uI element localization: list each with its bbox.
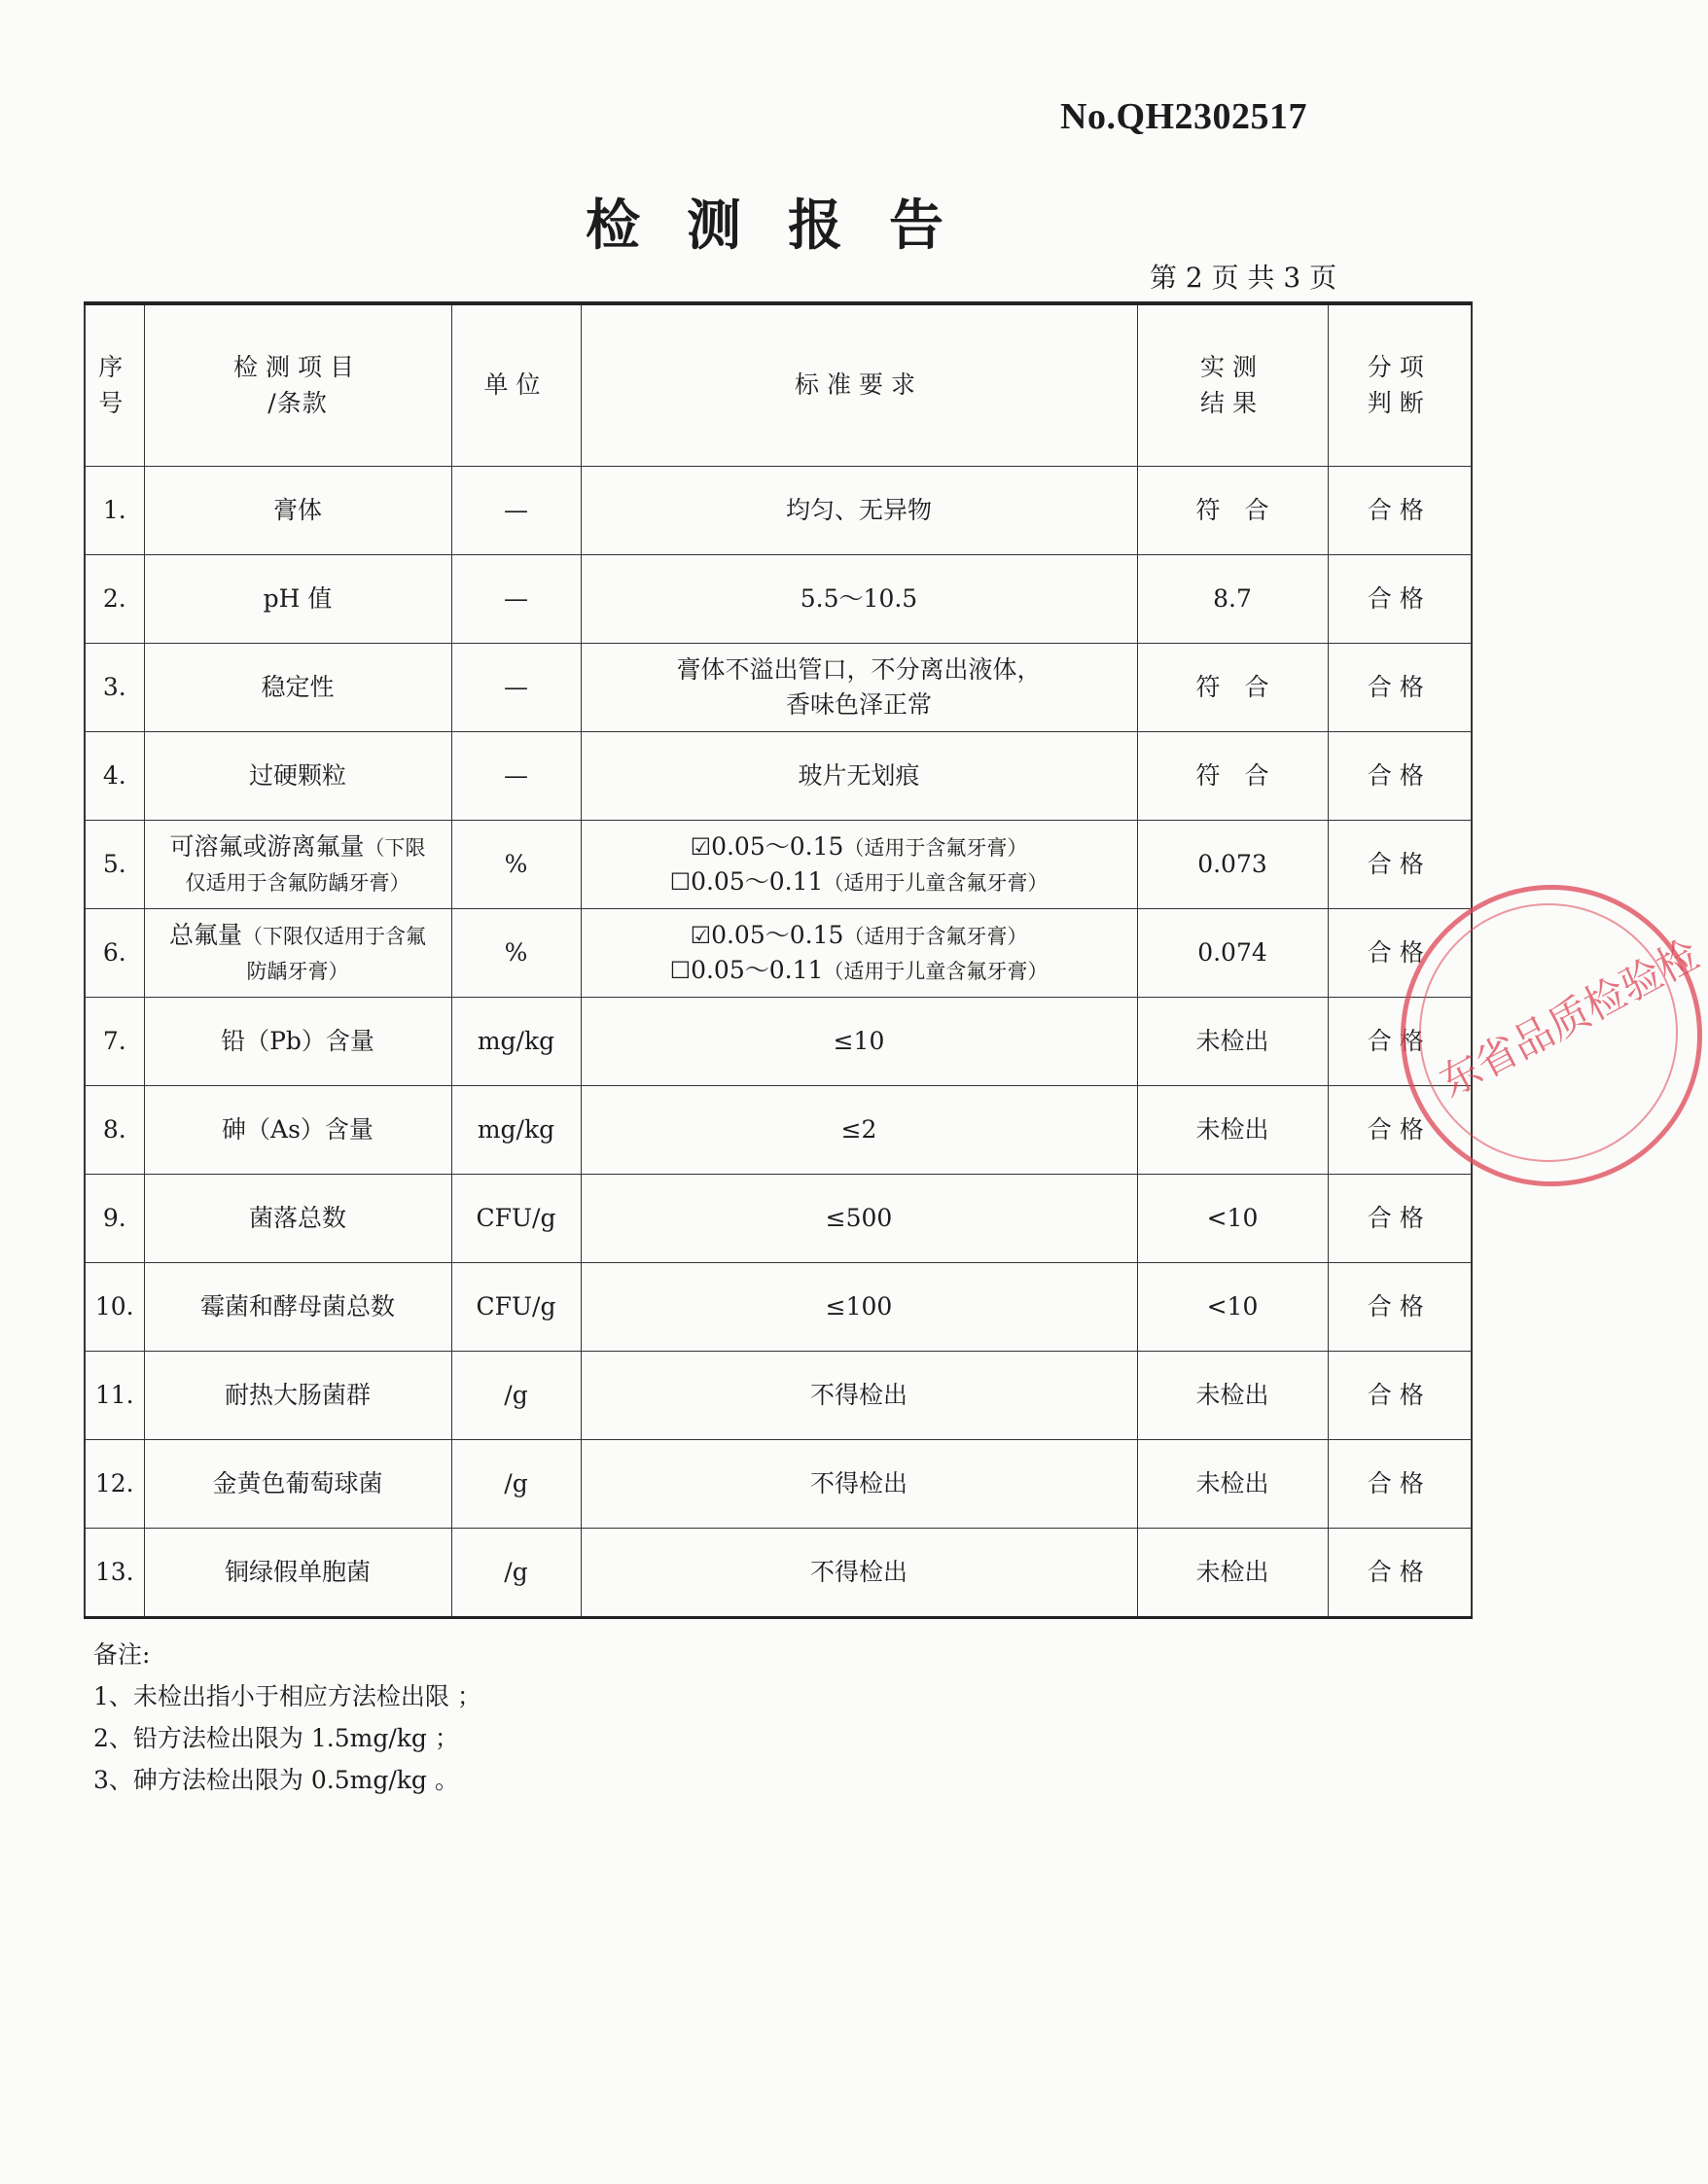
row-standard: 不得检出	[581, 1352, 1137, 1440]
row-no: 11.	[85, 1352, 144, 1440]
report-number: No.QH2302517	[1060, 96, 1308, 137]
official-seal	[1401, 885, 1707, 1186]
page-indicator: 第 2 页 共 3 页	[1150, 262, 1337, 294]
row-standard: ≤2	[581, 1086, 1137, 1175]
remarks-heading: 备注:	[93, 1640, 151, 1669]
row-item: 金黄色葡萄球菌	[144, 1440, 451, 1529]
remark-item: 3、砷方法检出限为 0.5mg/kg 。	[93, 1766, 459, 1794]
row-no: 7.	[85, 998, 144, 1086]
row-verdict: 合格	[1328, 555, 1472, 644]
row-verdict: 合格	[1328, 1175, 1472, 1263]
row-standard: 5.5～10.5	[581, 555, 1137, 644]
row-no: 12.	[85, 1440, 144, 1529]
row-standard: 玻片无划痕	[581, 732, 1137, 821]
header-result: 实测 结果	[1137, 303, 1328, 467]
row-item: 霉菌和酵母菌总数	[144, 1263, 451, 1352]
table-header-row	[85, 303, 1472, 467]
table-row	[85, 1440, 1472, 1529]
row-unit: CFU/g	[451, 1263, 581, 1352]
row-no: 4.	[85, 732, 144, 821]
row-unit: %	[451, 909, 581, 998]
row-no: 2.	[85, 555, 144, 644]
remark-item: 2、铅方法检出限为 1.5mg/kg ；	[93, 1724, 459, 1752]
remarks	[93, 1634, 481, 1801]
row-no: 10.	[85, 1263, 144, 1352]
row-verdict: 合格	[1328, 467, 1472, 555]
row-no: 5.	[85, 821, 144, 909]
row-verdict: 合格	[1328, 732, 1472, 821]
row-item: pH 值	[144, 555, 451, 644]
unchecked-box-icon: ☐	[669, 957, 692, 984]
row-standard: 不得检出	[581, 1529, 1137, 1618]
row-unit: mg/kg	[451, 998, 581, 1086]
table-row	[85, 909, 1472, 998]
row-standard: ☑0.05～0.15（适用于含氟牙膏） ☐0.05～0.11（适用于儿童含氟牙膏）	[581, 909, 1137, 998]
row-result: 符 合	[1137, 467, 1328, 555]
table-row	[85, 1352, 1472, 1440]
checked-box-icon: ☑	[690, 832, 712, 861]
row-unit: /g	[451, 1440, 581, 1529]
header-item: 检测项目 /条款	[144, 303, 451, 467]
row-no: 13.	[85, 1529, 144, 1618]
row-result: 未检出	[1137, 998, 1328, 1086]
row-standard: ☑0.05～0.15（适用于含氟牙膏） ☐0.05～0.11（适用于儿童含氟牙膏）	[581, 821, 1137, 909]
row-verdict: 合格	[1328, 644, 1472, 732]
table-row	[85, 732, 1472, 821]
row-no: 8.	[85, 1086, 144, 1175]
row-result: 符 合	[1137, 732, 1328, 821]
row-no: 6.	[85, 909, 144, 998]
row-result: 符 合	[1137, 644, 1328, 732]
seal-text: 东省品质检验检	[1431, 930, 1707, 1107]
header-no: 序 号	[85, 303, 144, 467]
header-verdict: 分项 判断	[1328, 303, 1472, 467]
row-unit: —	[451, 555, 581, 644]
table-row	[85, 1529, 1472, 1618]
header-standard: 标准要求	[581, 303, 1137, 467]
row-no: 3.	[85, 644, 144, 732]
row-result: <10	[1137, 1263, 1328, 1352]
row-item: 砷（As）含量	[144, 1086, 451, 1175]
test-results-table	[84, 301, 1473, 1619]
remark-item: 1、未检出指小于相应方法检出限 ；	[93, 1682, 481, 1710]
row-unit: —	[451, 644, 581, 732]
row-result: 0.074	[1137, 909, 1328, 998]
row-item: 总氟量（下限仅适用于含氟 防龋牙膏）	[144, 909, 451, 998]
row-standard: 不得检出	[581, 1440, 1137, 1529]
table-row	[85, 998, 1472, 1086]
row-result: <10	[1137, 1175, 1328, 1263]
row-unit: /g	[451, 1352, 581, 1440]
row-unit: CFU/g	[451, 1175, 581, 1263]
row-no: 9.	[85, 1175, 144, 1263]
table-row	[85, 1263, 1472, 1352]
row-result: 未检出	[1137, 1529, 1328, 1618]
table-row	[85, 555, 1472, 644]
row-verdict: 合格	[1328, 998, 1472, 1086]
row-verdict: 合格	[1328, 909, 1472, 998]
row-unit: mg/kg	[451, 1086, 581, 1175]
page-title: 检测报告	[586, 194, 990, 258]
row-unit: %	[451, 821, 581, 909]
row-result: 未检出	[1137, 1440, 1328, 1529]
row-unit: —	[451, 467, 581, 555]
row-result: 未检出	[1137, 1086, 1328, 1175]
row-standard: 膏体不溢出管口，不分离出液体， 香味色泽正常	[581, 644, 1137, 732]
row-item: 铜绿假单胞菌	[144, 1529, 451, 1618]
header-unit: 单位	[451, 303, 581, 467]
row-item: 膏体	[144, 467, 451, 555]
unchecked-box-icon: ☐	[669, 868, 692, 896]
row-unit: /g	[451, 1529, 581, 1618]
row-no: 1.	[85, 467, 144, 555]
row-verdict: 合格	[1328, 821, 1472, 909]
row-item: 菌落总数	[144, 1175, 451, 1263]
row-verdict: 合格	[1328, 1352, 1472, 1440]
row-verdict: 合格	[1328, 1529, 1472, 1618]
row-standard: ≤500	[581, 1175, 1137, 1263]
row-verdict: 合格	[1328, 1086, 1472, 1175]
row-verdict: 合格	[1328, 1440, 1472, 1529]
row-verdict: 合格	[1328, 1263, 1472, 1352]
row-result: 未检出	[1137, 1352, 1328, 1440]
row-standard: ≤100	[581, 1263, 1137, 1352]
row-standard: 均匀、无异物	[581, 467, 1137, 555]
row-item: 可溶氟或游离氟量（下限 仅适用于含氟防龋牙膏）	[144, 821, 451, 909]
table-row	[85, 821, 1472, 909]
row-unit: —	[451, 732, 581, 821]
table-row	[85, 644, 1472, 732]
row-standard: ≤10	[581, 998, 1137, 1086]
table-row	[85, 467, 1472, 555]
checked-box-icon: ☑	[690, 921, 712, 949]
row-item: 过硬颗粒	[144, 732, 451, 821]
row-item: 铅（Pb）含量	[144, 998, 451, 1086]
row-item: 耐热大肠菌群	[144, 1352, 451, 1440]
row-result: 0.073	[1137, 821, 1328, 909]
table-row	[85, 1175, 1472, 1263]
row-result: 8.7	[1137, 555, 1328, 644]
row-item: 稳定性	[144, 644, 451, 732]
table-row	[85, 1086, 1472, 1175]
